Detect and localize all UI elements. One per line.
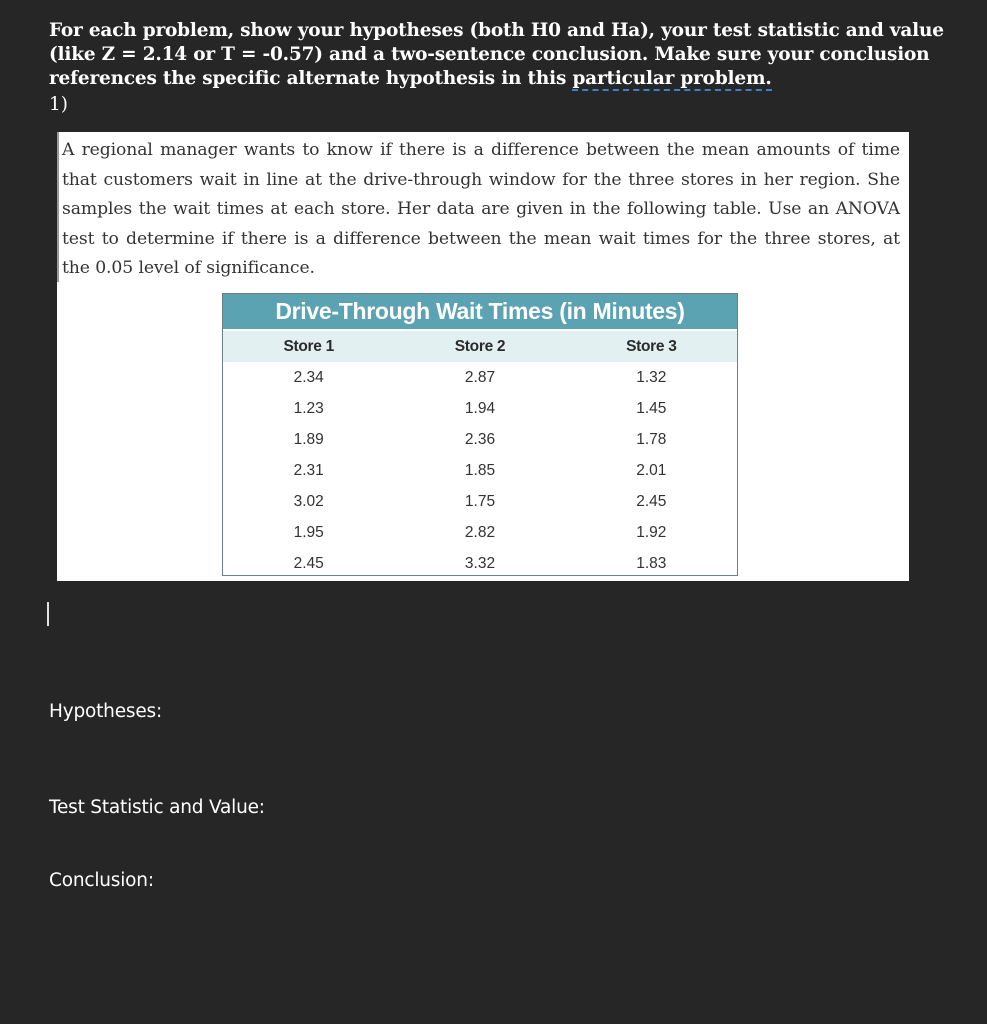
instructions-underlined-phrase: particular problem.: [572, 68, 772, 89]
instructions-text[interactable]: [49, 19, 949, 91]
table-cell: 2.34: [293, 369, 324, 386]
table-cell: 1.45: [636, 400, 667, 417]
table-row: [223, 548, 737, 579]
table-cell: 1.23: [293, 400, 324, 417]
table-row: [223, 424, 737, 455]
table-row: [223, 486, 737, 517]
table-cell: 2.31: [293, 462, 324, 479]
table-cell: 3.32: [464, 555, 496, 572]
table-cell: 2.01: [636, 462, 667, 479]
table-cell: 1.32: [636, 369, 667, 386]
table-cell: 3.02: [293, 493, 324, 510]
table-cell: 2.82: [464, 524, 496, 541]
column-header-store-1: Store 1: [283, 338, 334, 355]
hypotheses-label[interactable]: Hypotheses:: [49, 701, 162, 722]
problem-left-border: [57, 132, 59, 282]
table-body: [223, 362, 737, 579]
test-statistic-label[interactable]: Test Statistic and Value:: [49, 797, 265, 818]
problem-image[interactable]: [57, 132, 909, 581]
instructions-part1: For each problem, show your hypotheses (both H0 and Ha), your test statistic and value (like Z = 2.14 or T = -0.57) and a two-sentence conclusion. Make sure your conclusion references the specific alternate hypothesis in this: [49, 20, 944, 89]
wait-times-table: [222, 293, 738, 576]
table-header-row: [223, 329, 737, 362]
table-cell: 1.92: [636, 524, 667, 541]
table-title: Drive-Through Wait Times (in Minutes): [223, 294, 737, 329]
conclusion-label[interactable]: Conclusion:: [49, 870, 154, 891]
table-cell: 2.45: [293, 555, 324, 572]
problem-number: 1): [49, 94, 68, 115]
table-cell: 2.87: [464, 369, 496, 386]
column-header-store-3: Store 3: [626, 338, 677, 355]
table-row: [223, 362, 737, 393]
table-cell: 2.45: [636, 493, 667, 510]
table-cell: 1.75: [464, 493, 496, 510]
column-header-store-2: Store 2: [454, 338, 506, 355]
table-cell: 1.94: [464, 400, 496, 417]
table-row: [223, 517, 737, 548]
table-cell: 1.83: [636, 555, 667, 572]
table-cell: 1.85: [464, 462, 496, 479]
table-row: [223, 393, 737, 424]
table-cell: 2.36: [464, 431, 496, 448]
table-cell: 1.89: [293, 431, 324, 448]
text-cursor: [47, 602, 49, 626]
table-row: [223, 455, 737, 486]
table-cell: 1.78: [636, 431, 667, 448]
table-cell: 1.95: [293, 524, 324, 541]
problem-statement: A regional manager wants to know if there is a difference between the mean amounts of time that customers wait in line at the drive-through window for the three stores in her region. She samples the wait times at each store. Her data are given in the following table. Use an ANOVA test to determine if there is a difference between the mean wait times for the three stores, at the 0.05 level of significance.: [62, 140, 900, 278]
